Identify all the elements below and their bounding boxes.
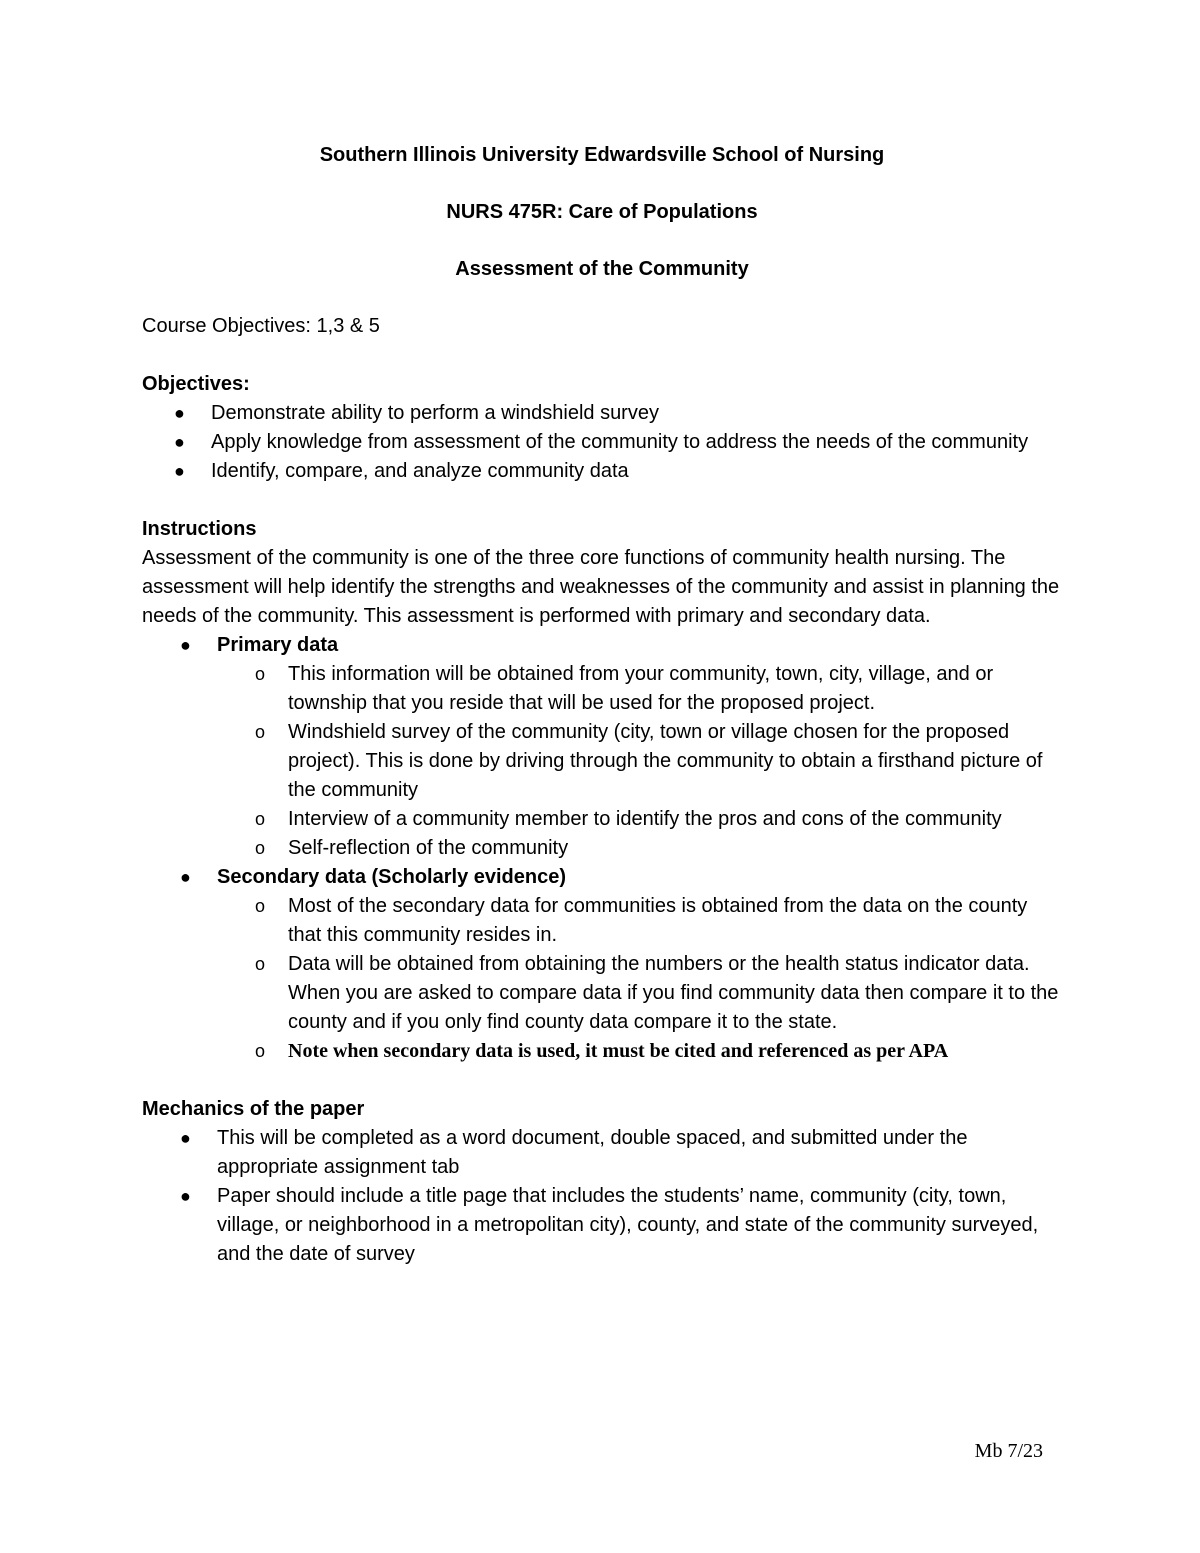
open-bullet-icon: o bbox=[255, 954, 266, 974]
list-item bbox=[142, 399, 1062, 428]
secondary-data-label: Secondary data (Scholarly evidence) bbox=[217, 866, 567, 888]
bullet-icon: ● bbox=[180, 867, 191, 887]
list-item bbox=[217, 950, 1062, 1037]
primary-item-text: Self-reflection of the community bbox=[288, 837, 569, 859]
bullet-icon: ● bbox=[174, 461, 185, 481]
primary-item-text: Interview of a community member to identify the pros and cons of the community bbox=[288, 808, 1002, 830]
list-item bbox=[217, 834, 1062, 863]
secondary-data-list bbox=[217, 892, 1062, 1066]
bullet-icon: ● bbox=[180, 635, 191, 655]
mechanics-heading: Mechanics of the paper bbox=[142, 1098, 365, 1120]
institution-title: Southern Illinois University Edwardsville School of Nursing bbox=[319, 144, 885, 166]
primary-item-text: This information will be obtained from your community, town, city, village, and or township that you reside that will be used for the proposed project. bbox=[288, 663, 994, 714]
mechanics-list bbox=[142, 1124, 1062, 1269]
list-item bbox=[142, 863, 1062, 1066]
list-item bbox=[142, 428, 1062, 457]
list-item bbox=[142, 1124, 1062, 1182]
open-bullet-icon: o bbox=[255, 664, 266, 684]
bullet-icon: ● bbox=[180, 1128, 191, 1148]
list-item bbox=[217, 1037, 1062, 1066]
list-item bbox=[217, 892, 1062, 950]
primary-data-label: Primary data bbox=[217, 634, 339, 656]
course-objectives: Course Objectives: 1,3 & 5 bbox=[142, 315, 380, 337]
list-item bbox=[142, 457, 1062, 486]
open-bullet-icon: o bbox=[255, 1041, 266, 1061]
bullet-icon: ● bbox=[174, 403, 185, 423]
secondary-item-text: Note when secondary data is used, it must be cited and referenced as per APA bbox=[288, 1040, 949, 1062]
bullet-icon: ● bbox=[180, 1186, 191, 1206]
open-bullet-icon: o bbox=[255, 838, 266, 858]
secondary-item-text: Most of the secondary data for communities is obtained from the data on the county that this community resides in. bbox=[288, 895, 1028, 946]
mechanics-item-text: Paper should include a title page that includes the students’ name, community (city, town, village, or neighborhood in a metropolitan city), county, and state of the community surveyed, and the date of survey bbox=[217, 1185, 1039, 1265]
instructions-paragraph: Assessment of the community is one of the three core functions of community health nursing. The assessment will help identify the strengths and weaknesses of the community and assist in planning the needs of the community. This assessment is performed with primary and secondary data. bbox=[142, 547, 1060, 627]
list-item bbox=[217, 805, 1062, 834]
objectives-list bbox=[142, 399, 1062, 486]
objective-text: Apply knowledge from assessment of the community to address the needs of the community bbox=[211, 431, 1029, 453]
objective-text: Identify, compare, and analyze community data bbox=[211, 460, 629, 482]
mechanics-item-text: This will be completed as a word document, double spaced, and submitted under the appropriate assignment tab bbox=[217, 1127, 968, 1178]
list-item bbox=[142, 631, 1062, 863]
objective-text: Demonstrate ability to perform a windshield survey bbox=[211, 402, 659, 424]
course-title: NURS 475R: Care of Populations bbox=[446, 201, 758, 223]
list-item bbox=[142, 1182, 1062, 1269]
page-footer: Mb 7/23 bbox=[974, 1440, 1043, 1462]
open-bullet-icon: o bbox=[255, 809, 266, 829]
secondary-item-text: Data will be obtained from obtaining the numbers or the health status indicator data. When you are asked to compare data if you find community data then compare it to the county and if you only find county data compare it to the state. bbox=[288, 953, 1059, 1033]
primary-data-list bbox=[217, 660, 1062, 863]
open-bullet-icon: o bbox=[255, 896, 266, 916]
open-bullet-icon: o bbox=[255, 722, 266, 742]
document-body bbox=[142, 141, 1062, 1269]
objectives-heading: Objectives: bbox=[142, 373, 250, 395]
bullet-icon: ● bbox=[174, 432, 185, 452]
list-item bbox=[217, 660, 1062, 718]
assignment-title: Assessment of the Community bbox=[455, 258, 749, 280]
data-types-list bbox=[142, 631, 1062, 1066]
list-item bbox=[217, 718, 1062, 805]
instructions-heading: Instructions bbox=[142, 518, 257, 540]
primary-item-text: Windshield survey of the community (city, town or village chosen for the proposed project). This is done by driving through the community to obtain a firsthand picture of the community bbox=[288, 721, 1043, 801]
